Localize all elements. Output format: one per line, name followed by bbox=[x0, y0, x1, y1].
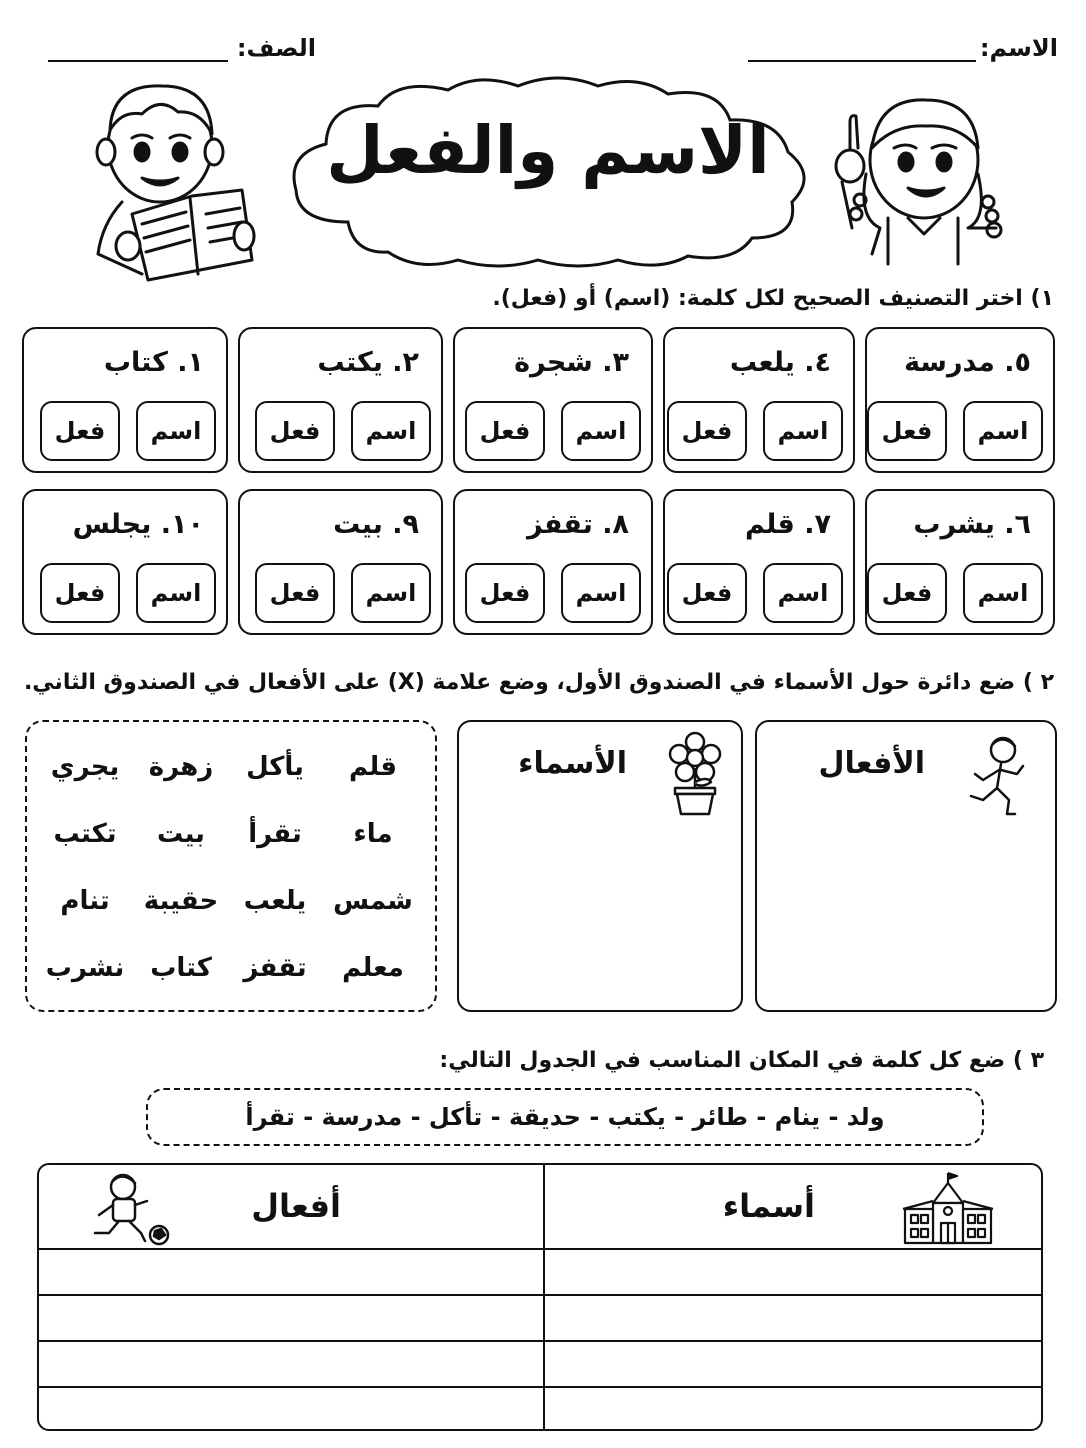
section2-instruction: ٢ ) ضع دائرة حول الأسماء في الصندوق الأول، وضع علامة (X) على الأفعال في الصندوق الثاني. bbox=[23, 670, 1054, 695]
classify-card bbox=[663, 489, 855, 635]
classify-card bbox=[453, 327, 653, 473]
word-item[interactable]: يأكل bbox=[246, 752, 304, 782]
word-item[interactable]: تنام bbox=[60, 886, 110, 916]
name-label: الاسم: bbox=[979, 34, 1058, 62]
option-verb-button[interactable]: فعل bbox=[255, 563, 335, 623]
classify-word: ٣. شجرة bbox=[514, 347, 629, 378]
section3-instruction: ٣ ) ضع كل كلمة في المكان المناسب في الجدول التالي: bbox=[439, 1048, 1044, 1073]
option-verb-button[interactable]: فعل bbox=[40, 563, 120, 623]
word-item[interactable]: حقيبة bbox=[143, 886, 219, 916]
classify-card bbox=[865, 489, 1055, 635]
word-item[interactable]: شمس bbox=[333, 886, 413, 916]
word-item[interactable]: يجري bbox=[50, 752, 120, 782]
girl-pointing-icon bbox=[828, 78, 1018, 268]
nouns-box-title: الأسماء bbox=[518, 746, 627, 781]
classify-card bbox=[453, 489, 653, 635]
option-verb-button[interactable]: فعل bbox=[465, 401, 545, 461]
option-noun-button[interactable]: اسم bbox=[561, 401, 641, 461]
option-noun-button[interactable]: اسم bbox=[963, 401, 1043, 461]
option-verb-button[interactable]: فعل bbox=[255, 401, 335, 461]
option-verb-button[interactable]: فعل bbox=[667, 401, 747, 461]
classify-card bbox=[663, 327, 855, 473]
word-item[interactable]: تكتب bbox=[53, 819, 117, 849]
classify-word: ٩. بيت bbox=[333, 509, 419, 540]
classify-word: ٦. يشرب bbox=[913, 509, 1031, 540]
classify-word: ٧. قلم bbox=[744, 509, 831, 540]
section1-instruction: ١) اختر التصنيف الصحيح لكل كلمة: (اسم) أو (فعل). bbox=[492, 286, 1054, 311]
boy-reading-icon bbox=[82, 74, 262, 284]
table-header-nouns: أسماء bbox=[722, 1187, 815, 1225]
word-item[interactable]: كتاب bbox=[150, 953, 212, 983]
option-noun-button[interactable]: اسم bbox=[763, 563, 843, 623]
verbs-box[interactable] bbox=[755, 720, 1057, 1012]
table-header-verbs: أفعال bbox=[251, 1187, 341, 1225]
nouns-box[interactable] bbox=[457, 720, 743, 1012]
classify-card bbox=[238, 489, 443, 635]
option-noun-button[interactable]: اسم bbox=[351, 563, 431, 623]
classify-word: ٤. يلعب bbox=[729, 347, 831, 378]
classify-word: ١. كتاب bbox=[103, 347, 204, 378]
soccer-boy-icon bbox=[79, 1171, 175, 1247]
name-field-line[interactable] bbox=[748, 60, 976, 62]
option-verb-button[interactable]: فعل bbox=[867, 563, 947, 623]
class-field-line[interactable] bbox=[48, 60, 228, 62]
word-item[interactable]: معلم bbox=[342, 953, 404, 983]
classify-word: ٢. يكتب bbox=[317, 347, 419, 378]
page-title: الاسم والفعل bbox=[326, 112, 770, 189]
classify-card bbox=[22, 489, 228, 635]
option-verb-button[interactable]: فعل bbox=[465, 563, 545, 623]
classify-word: ٥. مدرسة bbox=[904, 347, 1031, 378]
option-noun-button[interactable]: اسم bbox=[351, 401, 431, 461]
running-boy-icon bbox=[963, 734, 1033, 818]
word-bank: ولد - ينام - طائر - يكتب - حديقة - تأكل - مدرسة - تقرأ bbox=[146, 1088, 984, 1146]
word-item[interactable]: زهرة bbox=[148, 752, 214, 782]
verbs-box-title: الأفعال bbox=[818, 746, 925, 781]
school-building-icon bbox=[903, 1173, 993, 1245]
option-verb-button[interactable]: فعل bbox=[867, 401, 947, 461]
word-item[interactable]: تقرأ bbox=[248, 819, 302, 849]
word-item[interactable]: قلم bbox=[348, 752, 398, 782]
word-item[interactable]: نشرب bbox=[45, 953, 125, 983]
option-noun-button[interactable]: اسم bbox=[963, 563, 1043, 623]
option-noun-button[interactable]: اسم bbox=[136, 401, 216, 461]
option-noun-button[interactable]: اسم bbox=[136, 563, 216, 623]
classify-card bbox=[865, 327, 1055, 473]
option-verb-button[interactable]: فعل bbox=[667, 563, 747, 623]
words-box bbox=[25, 720, 437, 1012]
class-label: الصف: bbox=[236, 34, 316, 62]
option-noun-button[interactable]: اسم bbox=[561, 563, 641, 623]
classify-card bbox=[238, 327, 443, 473]
word-item[interactable]: ماء bbox=[353, 819, 393, 849]
word-item[interactable]: بيت bbox=[157, 819, 205, 849]
word-item[interactable]: تقفز bbox=[243, 953, 307, 983]
classify-card bbox=[22, 327, 228, 473]
classify-word: ١٠. يجلس bbox=[72, 509, 204, 540]
classification-table bbox=[37, 1163, 1043, 1431]
option-verb-button[interactable]: فعل bbox=[40, 401, 120, 461]
table-grid bbox=[39, 1165, 1043, 1431]
flower-pot-icon bbox=[667, 732, 723, 814]
word-item[interactable]: يلعب bbox=[243, 886, 307, 916]
classify-word: ٨. تقفز bbox=[527, 509, 629, 540]
option-noun-button[interactable]: اسم bbox=[763, 401, 843, 461]
